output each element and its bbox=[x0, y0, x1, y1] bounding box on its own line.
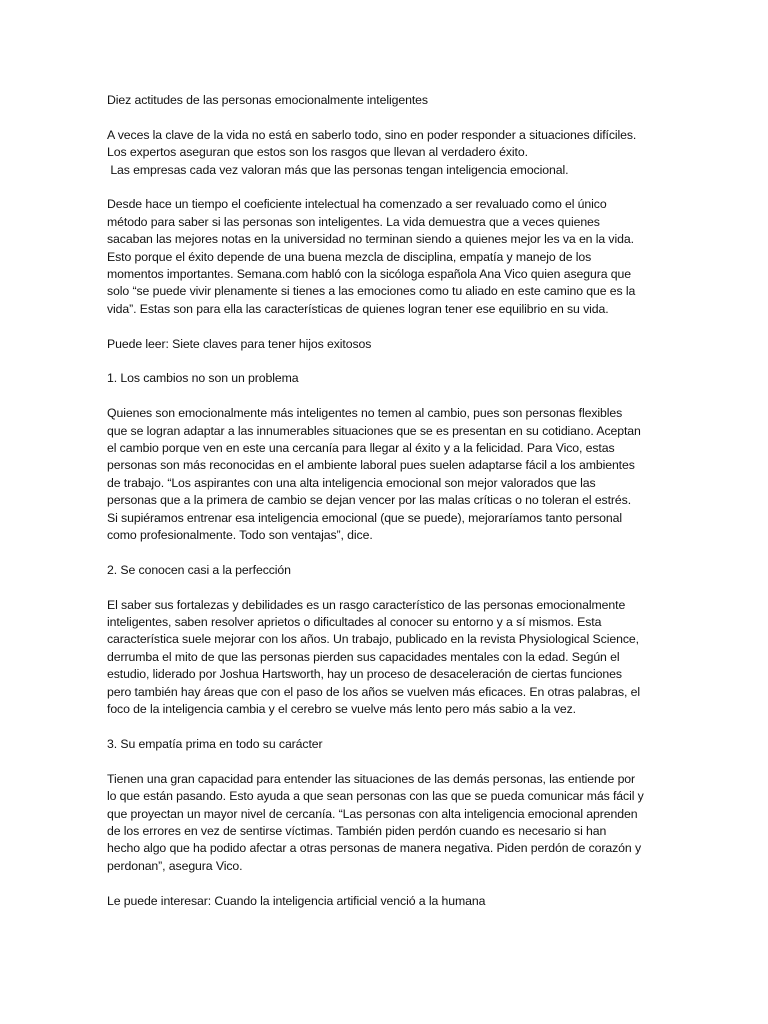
read-more-text: Puede leer: Siete claves para tener hijos exitosos bbox=[107, 336, 372, 351]
paragraph-line: método para saber si las personas son inteligentes. La vida demuestra que a veces quienes bbox=[107, 214, 600, 229]
paragraph-line: que se logran adaptar a las innumerables situaciones que se es presentan en su cotidiano. Aceptan bbox=[107, 423, 641, 438]
paragraph-line: Esto porque el éxito depende de una buena mezcla de disciplina, empatía y manejo de los bbox=[107, 249, 592, 264]
paragraph-line: como profesionalmente. Todo son ventajas”, dice. bbox=[107, 528, 373, 543]
section-2-paragraph bbox=[107, 597, 663, 719]
document-title: Diez actitudes de las personas emocionalmente inteligentes bbox=[107, 93, 428, 107]
paragraph-line: Si supiéramos entrenar esa inteligencia emocional (que se puede), mejoraríamos tanto personal bbox=[107, 510, 622, 525]
section-heading-2-block bbox=[107, 562, 663, 579]
paragraph-line: personas que a la primera de cambio se dejan vencer por las malas críticas o no toleran el estrés. bbox=[107, 493, 632, 508]
paragraph-1 bbox=[107, 196, 663, 318]
document-page bbox=[107, 92, 663, 927]
intro-paragraph bbox=[107, 127, 663, 179]
paragraph-line: hecho algo que ha podido afectar a otras personas de manera negativa. Piden perdón de corazón y bbox=[107, 841, 641, 856]
paragraph-line: que proyectan un mayor nivel de cercanía. “Las personas con alta inteligencia emocional aprenden bbox=[107, 806, 638, 821]
paragraph-line: foco de la inteligencia cambia y el cerebro se vuelve más lento pero más sabio a la vez. bbox=[107, 702, 576, 717]
paragraph-line: Tienen una gran capacidad para entender las situaciones de las demás personas, las entiende por bbox=[107, 771, 636, 786]
paragraph-line: Las empresas cada vez valoran más que las personas tengan inteligencia emocional. bbox=[107, 162, 569, 177]
paragraph-line: momentos importantes. Semana.com habló con la sicóloga española Ana Vico quien asegura que bbox=[107, 267, 631, 282]
paragraph-line: solo “se puede vivir plenamente si tienes a las emociones como tu aliado en este camino que es la bbox=[107, 284, 636, 299]
document-title-block bbox=[107, 92, 663, 109]
paragraph-line: estudio, liderado por Joshua Hartsworth, hay un proceso de desaceleración de ciertas funciones bbox=[107, 667, 622, 682]
paragraph-line: derrumba el mito de que las personas pierden sus capacidades mentales con la edad. Según el bbox=[107, 649, 620, 664]
section-1-paragraph bbox=[107, 405, 663, 544]
paragraph-line: sacaban las mejores notas en la universidad no terminan siendo a quienes mejor les va en la vida. bbox=[107, 232, 634, 247]
read-more-block-2 bbox=[107, 893, 663, 910]
section-heading-2: 2. Se conocen casi a la perfección bbox=[107, 562, 291, 577]
paragraph-line: vida”. Estas son para ella las características de quienes logran tener ese equilibrio en su vida. bbox=[107, 301, 609, 316]
paragraph-line: el cambio porque ven en este una cercanía para llegar al éxito y a la felicidad. Para Vico, estas bbox=[107, 441, 615, 456]
paragraph-line: pero también hay áreas que con el paso de los años se vuelven más eficaces. En otras palabras, el bbox=[107, 684, 641, 699]
section-heading-3-block bbox=[107, 736, 663, 753]
section-heading-1: 1. Los cambios no son un problema bbox=[107, 371, 299, 386]
paragraph-line: A veces la clave de la vida no está en saberlo todo, sino en poder responder a situaciones difíciles. bbox=[107, 127, 637, 142]
section-heading-1-block bbox=[107, 370, 663, 387]
paragraph-line: Los expertos aseguran que estos son los rasgos que llevan al verdadero éxito. bbox=[107, 145, 528, 160]
paragraph-line: de los errores en vez de sentirse víctimas. También piden perdón cuando es necesario si han bbox=[107, 823, 607, 838]
paragraph-line: personas son más reconocidas en el ambiente laboral pues suelen adaptarse fácil a los ambientes bbox=[107, 458, 635, 473]
paragraph-line: de trabajo. “Los aspirantes con una alta inteligencia emocional son mejor valorados que las bbox=[107, 475, 596, 490]
paragraph-line: El saber sus fortalezas y debilidades es un rasgo característico de las personas emocionalmente bbox=[107, 597, 626, 612]
paragraph-line: Quienes son emocionalmente más inteligentes no temen al cambio, pues son personas flexibles bbox=[107, 406, 623, 421]
paragraph-line: característica suele mejorar con los años. Un trabajo, publicado en la revista Physiological Science, bbox=[107, 632, 639, 647]
paragraph-line: lo que están pasando. Esto ayuda a que sean personas con las que se pueda comunicar más fácil y bbox=[107, 789, 644, 804]
paragraph-line: Desde hace un tiempo el coeficiente intelectual ha comenzado a ser revaluado como el único bbox=[107, 197, 607, 212]
paragraph-line: inteligentes, saben resolver aprietos o dificultades al conocer su entorno y a sí mismos. Esta bbox=[107, 615, 602, 630]
read-more-text: Le puede interesar: Cuando la inteligencia artificial venció a la humana bbox=[107, 893, 486, 908]
paragraph-line: perdonan”, asegura Vico. bbox=[107, 858, 243, 873]
section-heading-3: 3. Su empatía prima en todo su carácter bbox=[107, 736, 323, 751]
section-3-paragraph bbox=[107, 771, 663, 875]
read-more-block-1 bbox=[107, 336, 663, 353]
